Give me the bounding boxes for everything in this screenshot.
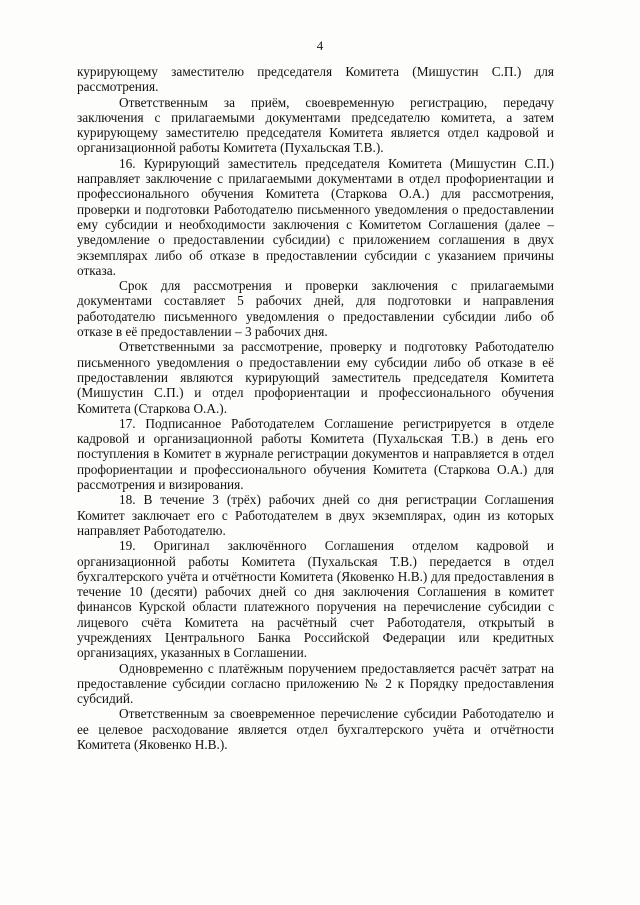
paragraph-item-16: 16. Курирующий заместитель председателя Комитета (Мишустин С.П.) направляет заключение с прилагаемыми документами в отдел профориентации и профессионального обучения Комитета (Старкова О.А.) для рассмотрения, проверки и подготовки Работодателю письменного уведомления о предоставлении ему субсидии и необходимости заключения с Комитетом Соглашения (далее – уведомление о предоставлении субсидии) с приложением соглашения в двух экземплярах либо об отказе в предоставлении субсидии с указанием причины отказа. <box>77 155 554 278</box>
paragraph-responsible-transfer: Ответственным за своевременное перечисление субсидии Работодателю и ее целевое расходование является отдел бухгалтерского учёта и отчётности Комитета (Яковенко Н.В.). <box>77 706 554 753</box>
paragraph-responsible-review: Ответственными за рассмотрение, проверку и подготовку Работодателю письменного уведомления о предоставлении ему субсидии либо об отказе в её предоставлении являются курирующий заместитель председателя Комитета (Мишустин С.П.) и отдел профориентации и профессионального обучения Комитета (Старкова О.А.). <box>77 339 554 416</box>
paragraph-responsible-registration: Ответственным за приём, своевременную регистрацию, передачу заключения с прилагаемыми документами председателю комитета, а затем курирующему заместителю председателя Комитета является отдел кадровой и организационной работы Комитета (Пухальская Т.В.). <box>77 94 554 156</box>
paragraph-review-deadline: Срок для рассмотрения и проверки заключения с прилагаемыми документами составляет 5 рабочих дней, для подготовки и направления работодателю письменного уведомления о предоставлении субсидии либо об отказе в её предоставлении – 3 рабочих дня. <box>77 278 554 340</box>
paragraph-item-17: 17. Подписанное Работодателем Соглашение регистрируется в отделе кадровой и организационной работы Комитета (Пухальская Т.В.) в день его поступления в Комитет в журнале регистрации документов и направляется в отдел профориентации и профессионального обучения Комитета (Старкова О.А.) для рассмотрения и визирования. <box>77 415 554 493</box>
paragraph-item-19: 19. Оригинал заключённого Соглашения отделом кадровой и организационной работы Комитета (Пухальская Т.В.) передается в отдел бухгалтерского учёта и отчётности Комитета (Яковенко Н.В.) для предоставления в течение 10 (десяти) рабочих дней со дня заключения Соглашения в комитет финансов Курской области платежного поручения на перечисление субсидии с лицевого счёта Комитета на расчётный счет Работодателя, открытый в учреждениях Центрального Банка Российской Федерации или кредитных организациях, указанных в Соглашении. <box>77 538 554 661</box>
paragraph-cost-calculation: Одновременно с платёжным поручением предоставляется расчёт затрат на предоставление субсидии согласно приложению № 2 к Порядку предоставления субсидий. <box>77 660 554 707</box>
paragraph-continuation: курирующему заместителю председателя Комитета (Мишустин С.П.) для рассмотрения. <box>77 64 554 95</box>
document-body <box>77 64 554 752</box>
page-number: 4 <box>316 38 324 53</box>
paragraph-item-18: 18. В течение 3 (трёх) рабочих дней со дня регистрации Соглашения Комитет заключает его с Работодателем в двух экземплярах, один из которых направляет Работодателю. <box>77 492 554 538</box>
